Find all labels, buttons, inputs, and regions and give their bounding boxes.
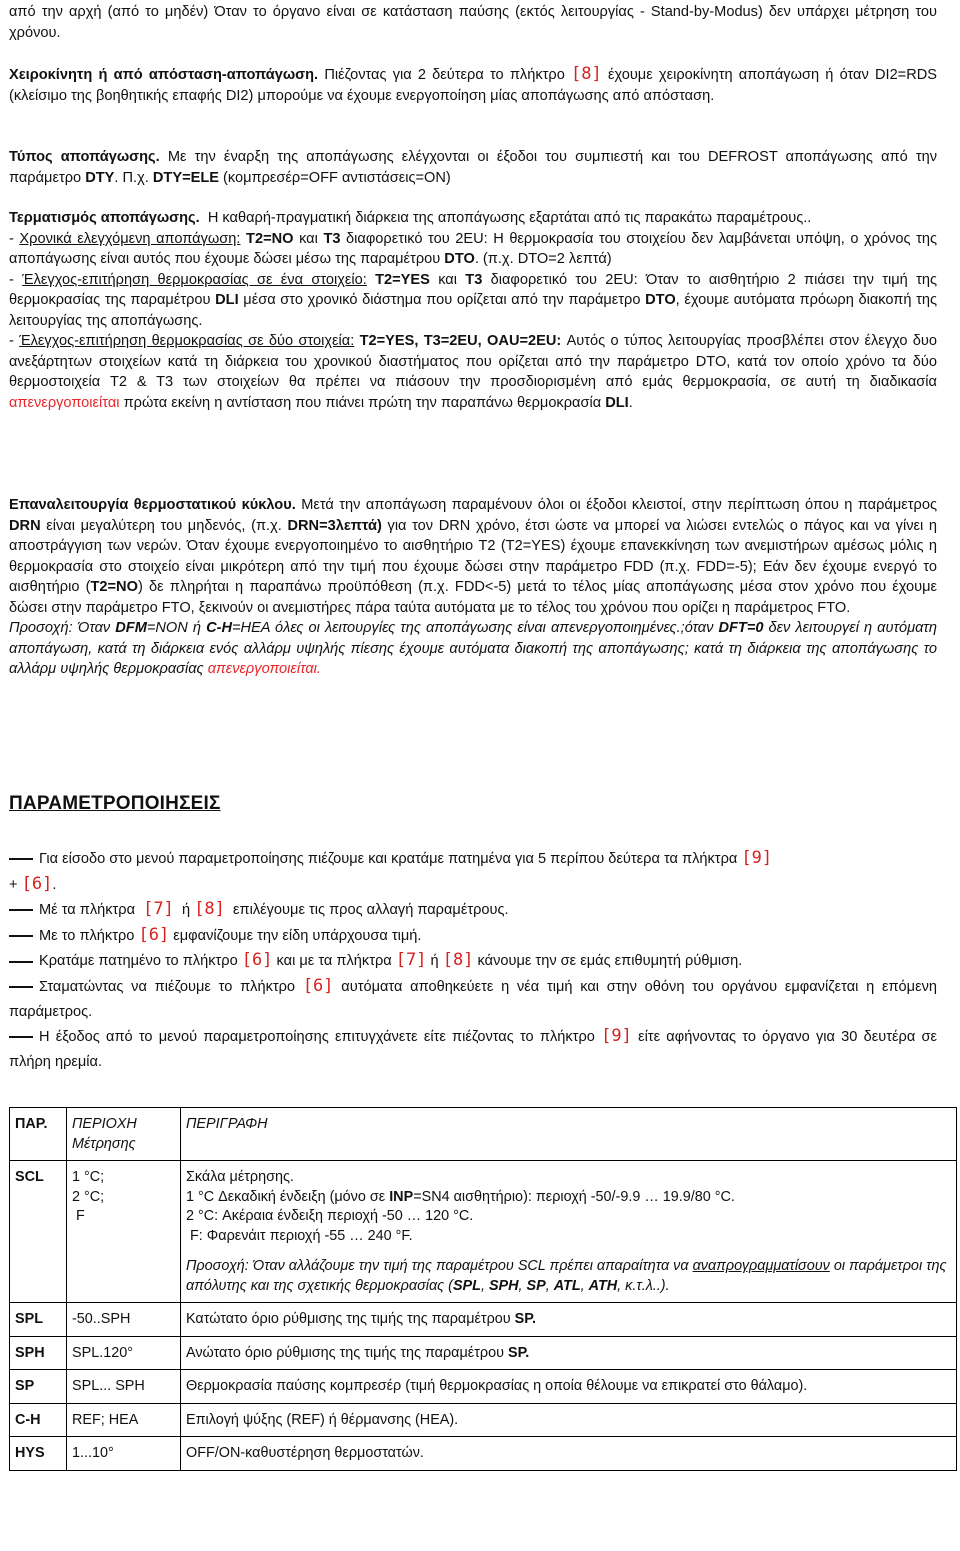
defrost-termination-section (9, 208, 937, 413)
table-row (10, 1437, 957, 1471)
param-name: SPL (10, 1303, 67, 1337)
params-heading: ΠΑΡΑΜΕΤΡΟΠΟΙΗΣΕΙΣ (9, 793, 221, 814)
param-description (181, 1336, 957, 1370)
l6-a: Η έξοδος από το μενού παραμετροποίησης επιτυγχάνετε είτε πιέζοντας το πλήκτρο (39, 1029, 595, 1046)
dash-icon (9, 935, 33, 937)
param-description: Επιλογή ψύξης (REF) ή θέρμανσης (HEA). (181, 1403, 957, 1437)
defrost-warning (9, 618, 937, 680)
param-description (181, 1303, 957, 1337)
param-step-3 (9, 923, 937, 949)
manual-text-b: έχουμε χειροκίνητη αποπάγωση ή όταν DI2=RDS (κλείσιμο της βοηθητικής επαφής DI2) μπορούμε να έχουμε ενεργοποίηση μίας αποπάγωσης από απόσταση. (9, 67, 938, 104)
t2-d: διαφορετικό του 2EU: Όταν το αισθητήριο 2 πιάσει την τιμή της θερμοκρασίας της παραμέτρου (9, 271, 937, 308)
r-drn: DRN (9, 517, 41, 534)
r-c: για τον DRN χρόνο, έτσι ώστε να μπορεί να λιώσει εντελώς ο πάγος και να γίνει η αποστράγγιση των νερών. Όταν έχουμε ενεργοποιημένο το αισθητήριο T2 (T2=YES) έχουμε επανεκκίνηση των ανεμιστήρων αμέσως μόλις η θερμοκρασία στο στοιχείο είναι μικρότερη από την τιμή που έχουμε δώσει στην παράμετρο FDD (π.χ. FDD=-5); Εάν δεν έχουμε ενεργό το αισθητήριο ( (9, 517, 938, 595)
t1-d: διαφορετικό του 2EU: Η θερμοκρασία του στοιχείου δεν λαμβάνεται υπόψη, ο χρόνος της αποπάγωσης είναι αυτός που έχουμε δώσει μέσω της παραμέτρου (9, 230, 938, 267)
w-d: δεν λειτουργεί η αυτόματη αποπάγωση, κατά τη διάρκεια ενός αλλάρμ υψηλής πίεσης έχουμε αυτόματα διακοπή της αποπάγωσης; κατά τη διάρκεια της αποπάγωσης το αλλάρμ υψηλής θερμοκρασίας (9, 620, 937, 677)
r-ex: DRN=3λεπτά) (287, 517, 382, 534)
table-row (10, 1403, 957, 1437)
w-dft: DFT=0 (718, 620, 764, 636)
t2-f: μέσα στο χρονικό διάστημα που ορίζεται από την παράμετρο (243, 292, 641, 308)
t1-e: DTO (444, 251, 475, 267)
l4-b: και με τα πλήκτρα (276, 953, 392, 970)
param-range: SPL.120° (67, 1336, 181, 1370)
dash-icon (9, 986, 33, 988)
l3-b: εμφανίζουμε την είδη υπάρχουσα τιμή. (173, 927, 422, 944)
termination-title: Τερματισμός αποπάγωσης. (9, 210, 200, 226)
t3-c: πρώτα εκείνη η αντίσταση που πιάνει πρώτη την παραπάνω θερμοκρασία (123, 394, 602, 411)
param-step-2 (9, 897, 937, 923)
w-dfm: DFM (115, 620, 147, 636)
t1-c: T3 (323, 230, 341, 247)
restart-section (9, 495, 937, 680)
spl-ref: SP. (514, 1311, 536, 1327)
key-6-label: [6] (138, 924, 170, 945)
param-step-1 (9, 846, 937, 897)
key-6-label: [6] (302, 975, 334, 996)
intro-paragraph (9, 2, 937, 43)
scl-d1: Σκάλα μέτρησης. (186, 1169, 294, 1185)
type-text-b: . Π.χ. (114, 169, 149, 186)
l4-or: ή (430, 953, 439, 970)
scl-w4: SPL (452, 1277, 481, 1294)
scl-r3: F (76, 1208, 85, 1224)
scl-w7: ATL (553, 1277, 581, 1294)
w-ch: C-H (206, 620, 233, 636)
header-description: ΠΕΡΙΓΡΑΦΗ (181, 1108, 957, 1161)
dash-icon (9, 909, 33, 911)
plus-sign: + (9, 876, 18, 893)
param-name: SPH (10, 1336, 67, 1370)
type-example: DTY=ELE (152, 169, 219, 186)
param-range: 1...10° (67, 1437, 181, 1471)
key-9-label: [9] (601, 1026, 632, 1047)
scl-w6: SP (526, 1277, 546, 1294)
param-description: Θερμοκρασία παύσης κομπρεσέρ (τιμή θερμοκρασίας η οποία θέλουμε να επικρατεί στο θάλαμο). (181, 1370, 957, 1404)
type-text-a: Με την έναρξη της αποπάγωσης ελέγχονται οι έξοδοι του συμπιεστή και του DEFROST αποπάγωσης από την παράμετρο (9, 149, 937, 186)
scl-d2a: 1 °C Δεκαδική ένδειξη (μόνο σε (186, 1188, 386, 1205)
l2-b: επιλέγουμε τις προς αλλαγή παραμέτρους. (233, 902, 509, 919)
t1-b: και (299, 230, 318, 247)
scl-d3: 2 °C: Ακέραια ένδειξη περιοχή -50 … 120 °C. (186, 1208, 474, 1224)
manual-text-a: Πιέζοντας για 2 δεύτερα το πλήκτρο (324, 67, 565, 83)
termination-item-3: - Έλεγχος-επιτήρηση θερμοκρασίας σε δύο στοιχεία: T2=YES, T3=2EU, OAU=2EU: Αυτός ο τύπος λειτουργίας προσβλέπει στον έλεγχο δυο ανεξάρτητων στοιχείων κατά τη διάρκεια του χρονικού διαστήματος που ορίζεται από την παράμετρο DTO, κατά τον οποίο χρόνο τα δύο θερμοστοιχεία T2 & T3 των στοιχείων θα πρέπει να πιάσουν την προσδιορισμένη από εμάς θερμοκρασία, σε αυτή τη διαδικασία απενεργοποιείται πρώτα εκείνη η αντίσταση που πιάνει πρώτη την παραπάνω θερμοκρασία DLI. (9, 333, 937, 411)
parameter-table (9, 1107, 957, 1471)
scl-d2b: INP (389, 1188, 414, 1205)
r-a: Μετά την αποπάγωση παραμένουν όλοι οι έξοδοι κλειστοί, στην περίπτωση όπου η παράμετρος (301, 497, 937, 513)
w-b: =NON ή (146, 620, 201, 636)
manual-defrost-section (9, 64, 937, 106)
param-name: SP (10, 1370, 67, 1404)
header-range (67, 1108, 181, 1161)
param-range (67, 1161, 181, 1303)
sph-desc: Ανώτατο όριο ρύθμισης της τιμής της παραμέτρου (186, 1344, 504, 1361)
r-b: είναι μεγαλύτερη του μηδενός, (π.χ. (46, 517, 282, 534)
t2-a: T2=YES (375, 271, 430, 288)
dash-icon (9, 961, 33, 963)
header-range-b: Μέτρησης (72, 1135, 136, 1152)
scl-w1: Προσοχή: Όταν αλλάζουμε την τιμή της παραμέτρου SCL πρέπει απαραίτητα να (186, 1258, 689, 1274)
scl-w3: οι παράμετροι της απόλυτης και της σχετικής θερμοκρασίας ( (186, 1258, 947, 1294)
param-step-6 (9, 1024, 937, 1074)
key-8-label: [8] (571, 64, 602, 84)
scl-d4: F: Φαρενάιτ περιοχή -55 … 240 °F. (190, 1227, 413, 1244)
t2-title: Έλεγχος-επιτήρηση θερμοκρασίας σε ένα στοιχείο: (22, 271, 367, 288)
scl-w5: SPH (488, 1277, 519, 1294)
t3-b: Αυτός ο τύπος λειτουργίας προσβλέπει στον έλεγχο δυο ανεξάρτητων στοιχείων κατά τη διάρκεια του χρονικού διαστήματος που ορίζεται από την παράμετρο DTO, κατά τον οποίο χρόνο τα δύο θερμοστοιχεία T2 & T3 των στοιχείων θα πρέπει να πιάσουν την προσδιορισμένη από εμάς θερμοκρασία, σε αυτή τη διαδικασία (9, 333, 937, 390)
scl-d2c: =SN4 αισθητήριο): περιοχή -50/-9.9 … 19.9/80 °C. (413, 1188, 735, 1205)
r-d: ) δε πληρήται η παραπάνω προϋπόθεση (π.χ. FDD<-5) μετά το τέλος μίας αποπάγωσης μέσα στον χρόνο που έχουμε δώσει στην παράμετρο FTO, ξεκινούν οι ανεμιστήρες πάρα ταύτα αυτόματα με το τέλος του χρόνου που ορίζει η παράμετρος FTO. (9, 579, 938, 616)
l5-b: αυτόματα αποθηκεύετε η νέα τιμή και στην οθόνη του οργάνου εμφανίζεται η επόμενη παράμετρος. (9, 978, 937, 1020)
table-row (10, 1161, 957, 1303)
t1-title: Χρονικά ελεγχόμενη αποπάγωση: (19, 230, 241, 247)
param-name: C-H (10, 1403, 67, 1437)
termination-item-1: - Χρονικά ελεγχόμενη αποπάγωση: T2=NO και T3 διαφορετικό του 2EU: Η θερμοκρασία του στοιχείου δεν λαμβάνεται υπόψη, ο χρόνος της αποπάγωσης είναι αυτός που έχουμε δώσει μέσω της παραμέτρου DTO. (π.χ. DTO=2 λεπτά) (9, 230, 938, 267)
defrost-type-section (9, 147, 937, 188)
t2-h: , έχουμε αυτόματα πρόωρη διακοπή της λειτουργίας της αποπάγωσης. (9, 292, 938, 329)
dash-icon (9, 1036, 33, 1038)
restart-title: Επαναλειτουργία θερμοστατικού κύκλου. (9, 497, 296, 513)
key-7-label: [7] (143, 899, 174, 920)
param-step-5 (9, 974, 937, 1024)
l2-a: Μέ τα πλήκτρα (39, 902, 136, 919)
key-6-label: [6] (241, 950, 273, 971)
param-description (181, 1161, 957, 1303)
type-dty: DTY (85, 169, 115, 186)
w-c: =HEA όλες οι λειτουργίες της αποπάγωσης είναι απενεργοποιημένες.;όταν (232, 620, 714, 636)
manual-defrost-title: Χειροκίνητη ή από απόσταση-αποπάγωση. (9, 67, 319, 83)
scl-w2: αναπρογραμματίσουν (692, 1258, 830, 1274)
t3-title: Έλεγχος-επιτήρηση θερμοκρασίας σε δύο στοιχεία: (19, 333, 355, 349)
l3-a: Με το πλήκτρο (39, 927, 135, 944)
table-row (10, 1336, 957, 1370)
t2-e: DLI (215, 292, 239, 308)
param-range: REF; HEA (67, 1403, 181, 1437)
scl-r1: 1 °C; (72, 1169, 105, 1185)
scl-warning: Προσοχή: Όταν αλλάζουμε την τιμή της παραμέτρου SCL πρέπει απαραίτητα να αναπρογραμματίσουν οι παράμετροι της απόλυτης και της σχετικής θερμοκρασίας (SPL, SPH, SP, ATL, ATH, κ.τ.λ..). (186, 1258, 947, 1294)
param-name: SCL (10, 1161, 67, 1303)
spl-desc: Κατώτατο όριο ρύθμισης της τιμής της παραμέτρου (186, 1311, 511, 1327)
key-8-label: [8] (194, 899, 225, 920)
termination-item-2: - Έλεγχος-επιτήρηση θερμοκρασίας σε ένα στοιχείο: T2=YES και T3 διαφορετικό του 2EU: Όταν το αισθητήριο 2 πιάσει την τιμή της θερμοκρασίας της παραμέτρου DLI μέσα στο χρονικό διάστημα που ορίζεται από την παράμετρο DTO, έχουμε αυτόματα πρόωρη διακοπή της λειτουργίας της αποπάγωσης. (9, 271, 938, 329)
scl-w9: , κ.τ.λ..). (617, 1277, 670, 1294)
l1-a: Για είσοδο στο μενού παραμετροποίησης πιέζουμε και κρατάμε πατημένα για 5 περίπου δεύτερα τα πλήκτρα (39, 851, 738, 867)
param-step-4 (9, 948, 937, 974)
param-description: OFF/ON-καθυστέρηση θερμοστατών. (181, 1437, 957, 1471)
t1-a: T2=NO (246, 230, 294, 247)
scl-w8: ATH (588, 1277, 618, 1294)
header-range-a: ΠΕΡΙΟΧΗ (72, 1116, 137, 1132)
t1-f: . (π.χ. DTO=2 λεπτά) (474, 251, 612, 267)
key-8-label: [8] (442, 950, 474, 971)
key-7-label: [7] (395, 950, 427, 971)
param-range: SPL... SPH (67, 1370, 181, 1404)
table-row (10, 1303, 957, 1337)
w-red: απενεργοποιείται. (207, 661, 321, 677)
sph-ref: SP. (507, 1344, 530, 1361)
t3-red: απενεργοποιείται (9, 394, 120, 411)
param-name: HYS (10, 1437, 67, 1471)
scl-r2: 2 °C; (72, 1188, 105, 1205)
l4-a: Κρατάμε πατημένο το πλήκτρο (39, 953, 238, 970)
param-range: -50..SPH (67, 1303, 181, 1337)
defrost-type-title: Τύπος αποπάγωσης. (9, 149, 160, 165)
t2-c: T3 (465, 271, 483, 288)
w-a: Προσοχή: Όταν (9, 620, 111, 636)
t2-b: και (438, 271, 457, 288)
type-text-c: (κομπρεσέρ=OFF αντιστάσεις=ON) (223, 169, 451, 186)
l4-c: κάνουμε την σε εμάς επιθυμητή ρύθμιση. (477, 953, 743, 970)
key-6-label: [6] (21, 873, 53, 894)
l1-dot: . (52, 876, 57, 893)
table-row (10, 1370, 957, 1404)
table-header-row (10, 1108, 957, 1161)
intro-text: από την αρχή (από το μηδέν) Όταν το όργανο είναι σε κατάσταση παύσης (εκτός λειτουργίας - Stand-by-Modus) δεν υπάρχει μέτρηση του χρόνου. (9, 4, 937, 41)
t2-g: DTO (645, 292, 676, 308)
l2-or: ή (182, 902, 191, 919)
l6-b: είτε αφήνοντας το όργανο για 30 δευτέρα σε πλήρη ηρεμία. (9, 1029, 937, 1070)
t3-d: DLI (605, 394, 629, 411)
header-param: ΠΑΡ. (10, 1108, 67, 1161)
l5-a: Σταματώντας να πιέζουμε το πλήκτρο (39, 978, 296, 995)
params-instructions (9, 846, 937, 1074)
key-9-label: [9] (741, 848, 773, 868)
dash-icon (9, 858, 33, 860)
termination-intro: Η καθαρή-πραγματική διάρκεια της αποπάγωσης εξαρτάται από τις παρακάτω παραμέτρους.. (207, 210, 812, 226)
t3-a: T2=YES, T3=2EU, OAU=2EU: (359, 333, 562, 349)
r-t2: T2=NO (90, 579, 138, 595)
